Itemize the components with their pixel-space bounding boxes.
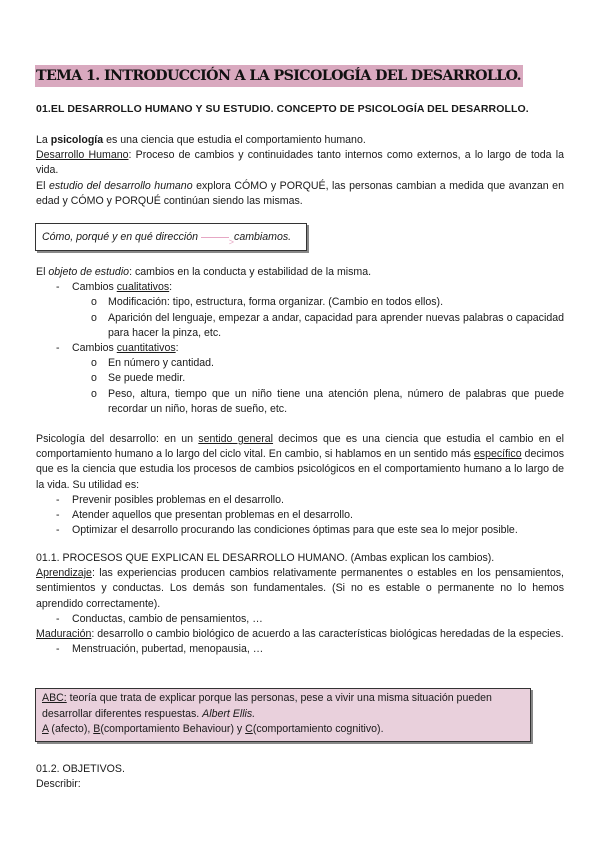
list-item: - Optimizar el desarrollo procurando las condiciones óptimas para que este sea lo mejor posible.	[36, 523, 564, 538]
text: Psicología del desarrollo: en un	[36, 433, 199, 445]
paragraph: Describir:	[36, 778, 81, 791]
paragraph	[36, 148, 564, 178]
procesos-section	[36, 551, 564, 657]
underlined-term: A	[42, 723, 49, 735]
italic-term: estudio del desarrollo humano	[48, 179, 193, 192]
underlined-term: Desarrollo Humano	[36, 149, 129, 162]
sub-list-item: o Se puede medir.	[36, 371, 564, 386]
callout-box	[35, 223, 307, 251]
paragraph	[36, 133, 564, 148]
underlined-term: cuantitativos	[116, 342, 176, 355]
text: : Proceso de cambios y continuidades tanto internos como externos, a lo largo de toda la vida.	[36, 149, 564, 177]
text: decimos que es una ciencia que estudia el cambio en el comportamiento humano a lo largo del ciclo vital. En cambio, si hablamos en un sentido más	[36, 433, 564, 461]
text: : las experiencias producen cambios relativamente permanentes o estables en los pensamientos, sentimientos y conductas. Los demás son fundamentales. (Si no es estable o permanente no lo hemos aprendido correctamente).	[36, 567, 564, 610]
paragraph	[42, 722, 530, 738]
text: :	[169, 281, 173, 294]
text: Cambios	[72, 281, 117, 294]
paragraph	[36, 179, 564, 209]
section-heading: 01.2. OBJETIVOS.	[36, 763, 125, 775]
paragraph	[36, 265, 564, 280]
italic-term: Albert Ellis.	[202, 707, 256, 720]
psicologia-section	[36, 432, 564, 538]
italic-term: objeto de estudio	[48, 266, 130, 278]
text: (comportamiento cognitivo).	[252, 723, 384, 735]
section-heading: 01.EL DESARROLLO HUMANO Y SU ESTUDIO. CONCEPTO DE PSICOLOGÍA DEL DESARROLLO.	[36, 103, 529, 115]
underlined-term: específico	[473, 448, 522, 461]
underlined-term: cualitativos	[116, 281, 170, 294]
list-item: - Conductas, cambio de pensamientos, …	[36, 612, 564, 627]
underlined-term: Maduración	[36, 628, 92, 641]
paragraph	[36, 627, 564, 642]
text: :	[175, 342, 179, 355]
intro-paragraphs	[36, 133, 564, 209]
sub-list-item: o Peso, altura, tiempo que un niño tiene una atención plena, número de palabras que puede recordar un niño, horas de sueño, etc.	[36, 387, 564, 417]
objetivos-section	[36, 762, 564, 792]
section-heading: 01.1. PROCESOS QUE EXPLICAN EL DESARROLLO HUMANO. (Ambas explican los cambios).	[36, 552, 495, 564]
text: explora CÓMO y PORQUÉ, las personas cambian a medida que avanzan en edad y CÓMO y PORQUÉ continúan siendo las mismas.	[36, 179, 564, 207]
paragraph	[42, 691, 530, 722]
text: cambiamos.	[234, 231, 292, 243]
text: Cambios	[72, 342, 117, 355]
text: : desarrollo o cambio biológico de acuerdo a las características biológicas heredadas de la especies.	[91, 628, 564, 641]
underlined-term: B	[93, 723, 101, 735]
paragraph	[36, 432, 564, 493]
list-item: - Prevenir posibles problemas en el desarrollo.	[36, 493, 564, 508]
underlined-term: sentido general	[198, 433, 274, 445]
sub-list-item: o Aparición del lenguaje, empezar a andar, capacidad para aprender nuevas palabras o capacidad para hacer la pinza, etc.	[36, 311, 564, 341]
objeto-section	[36, 265, 564, 417]
page-title: TEMA 1. INTRODUCCIÓN A LA PSICOLOGÍA DEL DESARROLLO.	[35, 65, 523, 87]
text: La	[36, 134, 51, 146]
underlined-term: C	[245, 723, 253, 735]
sub-list-item: o En número y cantidad.	[36, 356, 564, 371]
list-item	[36, 280, 564, 295]
text: Cómo, porqué y en qué dirección	[42, 231, 199, 243]
list-item: - Menstruación, pubertad, menopausia, …	[36, 642, 564, 657]
text: decimos que es la ciencia que estudia los procesos de cambios psicológicos en el comportamiento humano a lo largo de la vida. Su utilidad es:	[36, 448, 565, 491]
paragraph	[36, 566, 564, 612]
text: es una ciencia que estudia el comportamiento humano.	[103, 134, 366, 146]
list-item	[36, 341, 564, 356]
text: : cambios en la conducta y estabilidad de la misma.	[129, 266, 372, 278]
list-item: - Atender aquellos que presentan problemas en el desarrollo.	[36, 508, 564, 523]
text: teoría que trata de explicar porque las personas, pese a vivir una misma situación pueden desarrollar diferentes respuestas.	[42, 692, 492, 720]
sub-list-item: o Modificación: tipo, estructura, forma organizar. (Cambio en todos ellos).	[36, 295, 564, 310]
text: (afecto),	[48, 723, 94, 735]
abc-callout-box	[35, 688, 531, 742]
text: (comportamiento Behaviour) y	[100, 723, 246, 735]
text: El	[36, 179, 49, 192]
arrow-icon	[201, 237, 229, 238]
bold-term: psicología	[50, 134, 104, 146]
underlined-term: Aprendizaje	[36, 567, 92, 580]
underlined-term: ABC:	[42, 692, 67, 704]
text: El	[36, 266, 49, 278]
